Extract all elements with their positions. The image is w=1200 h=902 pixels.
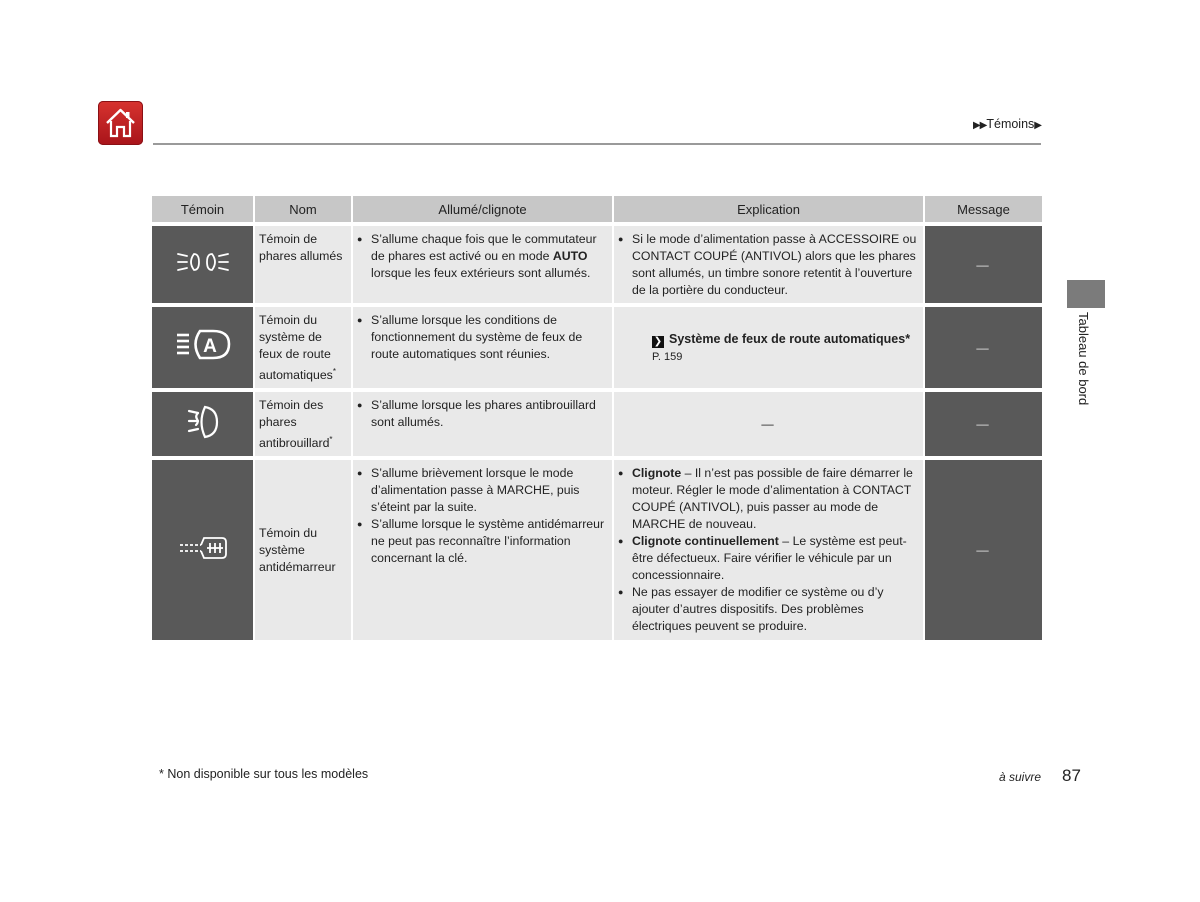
lit-description [353, 460, 612, 640]
headlight-indicator-icon [175, 249, 231, 275]
message-cell: — [925, 226, 1042, 303]
indicator-table [150, 192, 1044, 644]
column-header: Témoin [152, 196, 253, 222]
lit-description [353, 392, 612, 456]
home-icon [104, 107, 137, 139]
header-divider [153, 143, 1041, 145]
explanation: — [614, 392, 923, 456]
table-row [152, 392, 1042, 456]
indicator-icon-cell [152, 460, 253, 640]
lit-description [353, 307, 612, 388]
indicator-name: Témoin des phares antibrouillard* [255, 392, 351, 456]
column-header: Message [925, 196, 1042, 222]
table-header-row [152, 196, 1042, 222]
svg-text:A: A [202, 336, 217, 358]
indicator-icon-cell [152, 307, 253, 388]
auto-high-beam-icon [173, 327, 233, 363]
breadcrumb-label: Témoins [986, 117, 1035, 131]
list-item: ● S’allume lorsque les phares antibrouillard sont allumés. [371, 397, 606, 431]
column-header: Nom [255, 196, 351, 222]
explanation [614, 226, 923, 303]
page-reference-link[interactable]: ❯ Système de feux de route automatiques* P. 159 [652, 331, 911, 363]
list-item: ● Si le mode d’alimentation passe à ACCESSOIRE ou CONTACT COUPÉ (ANTIVOL) alors que les phares sont allumés, un timbre sonore retentit à l’ouverture de la portière du conducteur. [632, 231, 917, 299]
table-row [152, 307, 1042, 388]
fog-light-icon [185, 403, 221, 441]
table-row [152, 226, 1042, 303]
indicator-icon-cell [152, 392, 253, 456]
indicator-name: Témoin du système de feux de route automatiques* [255, 307, 351, 388]
home-button[interactable] [98, 101, 143, 145]
list-item: ● Ne pas essayer de modifier ce système ou d’y ajouter d’autres dispositifs. Des problèmes électriques peuvent se produire. [632, 584, 917, 635]
message-cell: — [925, 392, 1042, 456]
column-header: Explication [614, 196, 923, 222]
message-cell: — [925, 460, 1042, 640]
list-item: ● Clignote – Il n’est pas possible de faire démarrer le moteur. Régler le mode d’alimentation à CONTACT COUPÉ (ANTIVOL), puis passer au mode de MARCHE de nouveau. [632, 465, 917, 533]
explanation [614, 307, 923, 388]
continued-label: à suivre [999, 770, 1042, 784]
table-row [152, 460, 1042, 640]
list-item: ● S’allume lorsque le système antidémarreur ne peut pas reconnaître l’information concernant la clé. [371, 516, 606, 567]
lit-description [353, 226, 612, 303]
list-item: ● S’allume lorsque les conditions de fonctionnement du système de feux de route automatiques sont réunies. [371, 312, 606, 363]
list-item: ● S’allume chaque fois que le commutateur de phares est activé ou en mode AUTO lorsque les feux extérieurs sont allumés. [371, 231, 606, 282]
explanation [614, 460, 923, 640]
section-tab-marker [1067, 280, 1105, 308]
section-tab-label: Tableau de bord [1076, 312, 1091, 406]
reference-arrow-icon: ❯ [653, 335, 663, 347]
breadcrumb-arrows: ▶▶ [972, 120, 987, 131]
message-cell: — [925, 307, 1042, 388]
column-header: Allumé/clignote [353, 196, 612, 222]
list-item: ● Clignote continuellement – Le système est peut-être défectueux. Faire vérifier le véhicule par un concessionnaire. [632, 533, 917, 584]
indicator-icon-cell [152, 226, 253, 303]
footnote: * Non disponible sur tous les modèles [159, 767, 369, 781]
list-item: ● S’allume brièvement lorsque le mode d’alimentation passe à MARCHE, puis s’éteint par la suite. [371, 465, 606, 516]
breadcrumb[interactable] [973, 117, 1041, 131]
indicator-name: Témoin du système antidémarreur [255, 460, 351, 640]
immobilizer-key-icon [177, 533, 229, 563]
breadcrumb-tail-arrow: ▶ [1034, 120, 1041, 131]
page-number: 87 [1062, 766, 1081, 785]
indicator-name: Témoin de phares allumés [255, 226, 351, 303]
